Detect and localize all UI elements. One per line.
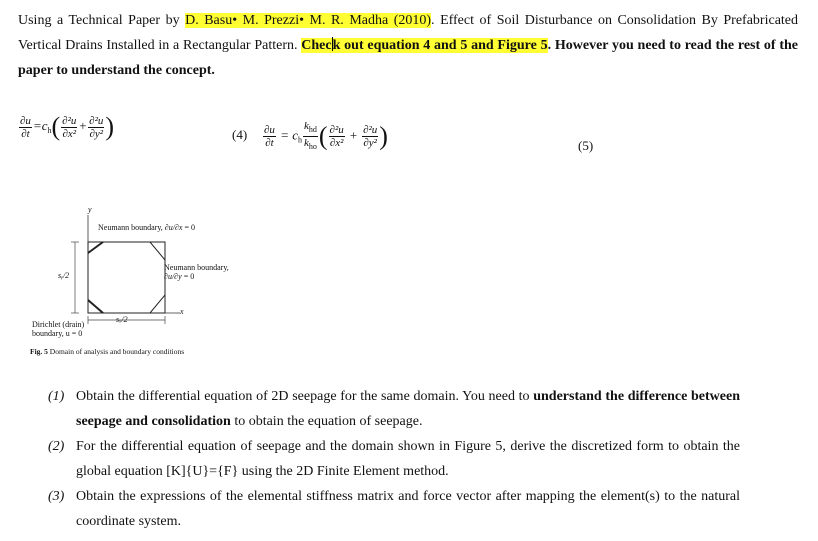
paper-authors-highlight: D. Basu• M. Prezzi• M. R. Madha (2010) xyxy=(185,13,432,28)
dirichlet-label: Dirichlet (drain) boundary, u = 0 xyxy=(32,320,85,338)
equation-4-number: (4) xyxy=(232,127,248,142)
sx-half-label: sₓ/2 xyxy=(116,315,128,324)
question-item xyxy=(48,484,740,534)
intro-text-3: . However you need to read the rest of the paper to understand the concept. xyxy=(18,38,798,78)
neumann-top-label: Neumann boundary, ∂u/∂x = 0 xyxy=(98,223,195,232)
intro-text-2: . Effect of Soil Disturbance on Consolidation By Prefabricated Vertical Drains Installed in a Rectangular Pattern. xyxy=(18,13,799,53)
intro-paragraph xyxy=(18,8,798,83)
question-text: Obtain the differential equation of 2D seepage for the same domain. You need to understand the difference between seepage and consolidation to obtain the equation of seepage. xyxy=(76,389,740,429)
sy-half-label: sᵧ/2 xyxy=(58,271,70,280)
question-number: (2) xyxy=(48,439,65,454)
drain-boundary-bottom xyxy=(88,300,103,313)
check-out-highlight xyxy=(301,38,547,53)
question-number: (1) xyxy=(48,389,65,404)
element-outline xyxy=(88,242,165,313)
question-item xyxy=(48,384,740,434)
figure-caption: Fig. 5 Domain of analysis and boundary conditions xyxy=(30,347,185,356)
question-list xyxy=(48,384,740,534)
equation-5: $\frac{\partial u}{\partial t}$ = $c_h$ $\frac{k_{hd}}{k_{ho}}$ ( $\frac{\text{∂²u}}{\text{∂x²}}$ + $\frac{\text{∂²u}}{\text{∂y²}}$ ) xyxy=(264,120,388,151)
drain-boundary-top xyxy=(88,242,103,253)
figure-5 xyxy=(30,205,260,365)
intro-text-1: Using a Technical Paper by xyxy=(18,13,186,28)
question-number: (3) xyxy=(48,489,65,504)
neumann-right-label: Neumann boundary, ∂u/∂y = 0 xyxy=(164,263,229,281)
axis-x-label: x xyxy=(180,307,184,316)
equation-5-number: (5) xyxy=(578,138,594,153)
check-part-b: k out equation 4 and 5 and Figure 5 xyxy=(332,38,548,53)
domain-rect xyxy=(88,242,165,313)
question-text: For the differential equation of seepage and the domain shown in Figure 5, derive the discretized form to obtain the global equation [K]{U}={F} using the 2D Finite Element method. xyxy=(76,439,740,479)
axis-y-label: y xyxy=(88,205,92,214)
check-part-a: Chec xyxy=(301,38,332,53)
question-item xyxy=(48,434,740,484)
equation-4: $\frac{\partial u}{\partial t}$ $=c_h$( $\frac{\text{∂²u}}{\text{∂x²}}$ + $\frac{\text{∂²u}}{\text{∂y²}}$ ) xyxy=(20,112,115,141)
question-text: Obtain the expressions of the elemental stiffness matrix and force vector after mapping the element(s) to the natural coordinate system. xyxy=(76,489,740,529)
